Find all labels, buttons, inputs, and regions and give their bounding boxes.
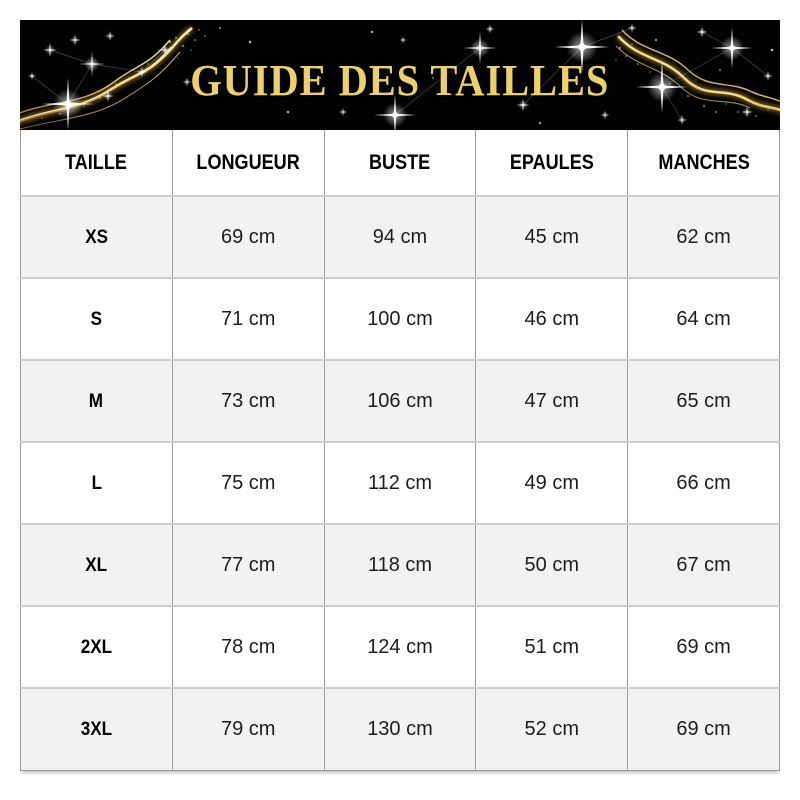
size-cell (21, 688, 173, 770)
size-label: XS (84, 226, 108, 248)
page-title: GUIDE DES TAILLES (190, 55, 610, 105)
table-row-l (21, 442, 780, 524)
column-label: LONGUEUR (196, 150, 300, 174)
size-cell (21, 524, 173, 606)
table-row-m (21, 360, 780, 442)
measurement-cell: 69 cm (628, 606, 780, 688)
size-cell (21, 196, 173, 278)
size-label: L (91, 472, 102, 494)
measurement-cell: 79 cm (172, 688, 324, 770)
measurement-cell: 50 cm (476, 524, 628, 606)
column-label: TAILLE (65, 150, 128, 174)
table-row-2xl (21, 606, 780, 688)
measurement-cell: 62 cm (628, 196, 780, 278)
gold-swoosh-right-icon (616, 30, 780, 114)
measurement-cell: 47 cm (476, 360, 628, 442)
size-cell (21, 360, 173, 442)
size-label: XL (85, 554, 108, 576)
column-header-epaules (476, 130, 628, 196)
measurement-cell: 52 cm (476, 688, 628, 770)
measurement-cell: 78 cm (172, 606, 324, 688)
measurement-cell: 65 cm (628, 360, 780, 442)
measurement-cell: 94 cm (324, 196, 476, 278)
column-header-taille (21, 130, 173, 196)
size-cell (21, 606, 173, 688)
column-header-buste (324, 130, 476, 196)
measurement-cell: 130 cm (324, 688, 476, 770)
measurement-cell: 67 cm (628, 524, 780, 606)
measurement-cell: 64 cm (628, 278, 780, 360)
column-header-manches (628, 130, 780, 196)
column-header-longueur (172, 130, 324, 196)
table-row-s (21, 278, 780, 360)
column-label: MANCHES (657, 150, 750, 174)
size-label: S (90, 308, 103, 330)
header-banner (20, 20, 780, 130)
measurement-cell: 69 cm (628, 688, 780, 770)
measurement-cell: 45 cm (476, 196, 628, 278)
measurement-cell: 106 cm (324, 360, 476, 442)
column-label: EPAULES (509, 150, 594, 174)
size-table (20, 130, 780, 771)
measurement-cell: 73 cm (172, 360, 324, 442)
measurement-cell: 77 cm (172, 524, 324, 606)
measurement-cell: 51 cm (476, 606, 628, 688)
table-row-xs (21, 196, 780, 278)
table-row-3xl (21, 688, 780, 770)
measurement-cell: 66 cm (628, 442, 780, 524)
measurement-cell: 124 cm (324, 606, 476, 688)
size-label: M (89, 390, 104, 412)
measurement-cell: 100 cm (324, 278, 476, 360)
measurement-cell: 71 cm (172, 278, 324, 360)
table-row-xl (21, 524, 780, 606)
column-label: BUSTE (369, 150, 431, 174)
size-label: 3XL (80, 718, 113, 740)
measurement-cell: 118 cm (324, 524, 476, 606)
measurement-cell: 46 cm (476, 278, 628, 360)
size-cell (21, 442, 173, 524)
measurement-cell: 69 cm (172, 196, 324, 278)
size-cell (21, 278, 173, 360)
gold-swoosh-left-icon (20, 28, 192, 130)
header-row (21, 130, 780, 196)
measurement-cell: 75 cm (172, 442, 324, 524)
size-label: 2XL (80, 636, 113, 658)
measurement-cell: 112 cm (324, 442, 476, 524)
measurement-cell: 49 cm (476, 442, 628, 524)
